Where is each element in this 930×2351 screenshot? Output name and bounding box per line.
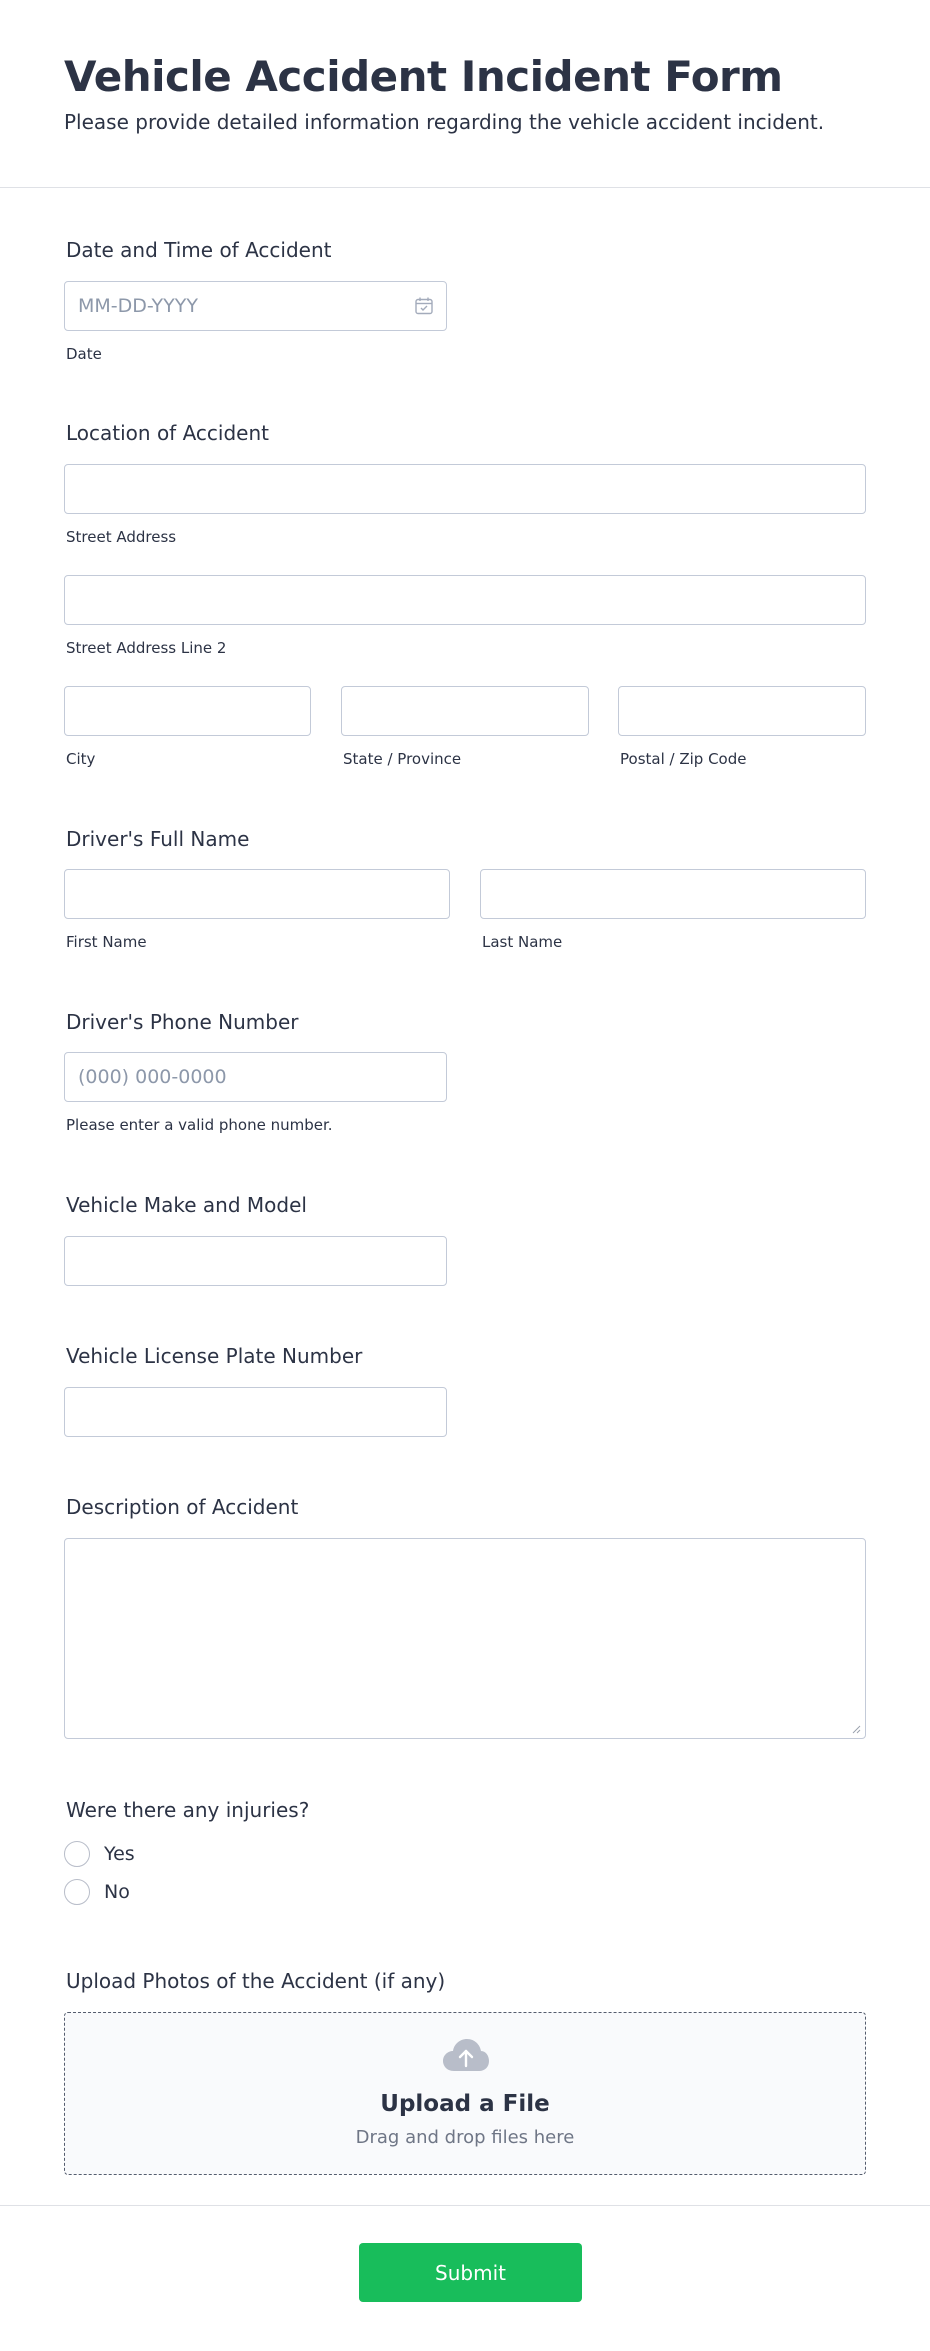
- vehicle-make-input[interactable]: [65, 1237, 446, 1285]
- first-name-field[interactable]: [64, 869, 450, 919]
- upload-label: Upload Photos of the Accident (if any): [66, 1969, 446, 1993]
- radio-no-label: No: [104, 1881, 130, 1903]
- form-header: [0, 0, 930, 188]
- driver-phone-label: Driver's Phone Number: [66, 1010, 299, 1034]
- calendar-icon[interactable]: [414, 296, 434, 316]
- injuries-option-yes[interactable]: [64, 1841, 135, 1867]
- date-field[interactable]: [64, 281, 447, 331]
- form-title: Vehicle Accident Incident Form: [64, 52, 783, 101]
- street-address-field[interactable]: [64, 464, 866, 514]
- last-name-field[interactable]: [480, 869, 866, 919]
- street-address-line2-field[interactable]: [64, 575, 866, 625]
- phone-input[interactable]: [65, 1053, 446, 1101]
- license-plate-label: Vehicle License Plate Number: [66, 1344, 363, 1368]
- state-input[interactable]: [342, 687, 588, 735]
- last-name-input[interactable]: [481, 870, 865, 918]
- vehicle-make-field[interactable]: [64, 1236, 447, 1286]
- state-field[interactable]: [341, 686, 589, 736]
- injuries-option-no[interactable]: [64, 1879, 130, 1905]
- city-field[interactable]: [64, 686, 311, 736]
- city-input[interactable]: [65, 687, 310, 735]
- date-sublabel: Date: [66, 345, 102, 363]
- state-sublabel: State / Province: [343, 750, 462, 768]
- street-address-line2-sublabel: Street Address Line 2: [66, 639, 227, 657]
- phone-sublabel: Please enter a valid phone number.: [66, 1116, 333, 1134]
- submit-button[interactable]: Submit: [359, 2243, 582, 2302]
- zip-sublabel: Postal / Zip Code: [620, 750, 747, 768]
- street-address-sublabel: Street Address: [66, 528, 177, 546]
- resize-grip-icon[interactable]: [851, 1724, 861, 1734]
- vehicle-make-label: Vehicle Make and Model: [66, 1193, 307, 1217]
- date-input[interactable]: [65, 282, 446, 330]
- street-address-line2-input[interactable]: [65, 576, 865, 624]
- form-subtitle: Please provide detailed information regarding the vehicle accident incident.: [64, 110, 825, 134]
- phone-field[interactable]: [64, 1052, 447, 1102]
- street-address-input[interactable]: [65, 465, 865, 513]
- radio-yes[interactable]: [64, 1841, 90, 1867]
- date-time-label: Date and Time of Accident: [66, 238, 332, 262]
- city-sublabel: City: [66, 750, 96, 768]
- description-field[interactable]: [64, 1538, 866, 1739]
- zip-field[interactable]: [618, 686, 866, 736]
- upload-subtitle: Drag and drop files here: [355, 2127, 575, 2148]
- license-plate-input[interactable]: [65, 1388, 446, 1436]
- cloud-upload-icon: [441, 2037, 491, 2073]
- license-plate-field[interactable]: [64, 1387, 447, 1437]
- file-upload-dropzone[interactable]: [64, 2012, 866, 2175]
- first-name-input[interactable]: [65, 870, 449, 918]
- zip-input[interactable]: [619, 687, 865, 735]
- location-label: Location of Accident: [66, 421, 269, 445]
- footer-divider: [0, 2205, 930, 2206]
- description-label: Description of Accident: [66, 1495, 299, 1519]
- last-name-sublabel: Last Name: [482, 933, 563, 951]
- description-textarea[interactable]: [65, 1539, 865, 1738]
- upload-title: Upload a File: [380, 2091, 550, 2117]
- driver-name-label: Driver's Full Name: [66, 827, 250, 851]
- radio-yes-label: Yes: [104, 1843, 135, 1865]
- injuries-label: Were there any injuries?: [66, 1798, 310, 1822]
- radio-no[interactable]: [64, 1879, 90, 1905]
- first-name-sublabel: First Name: [66, 933, 147, 951]
